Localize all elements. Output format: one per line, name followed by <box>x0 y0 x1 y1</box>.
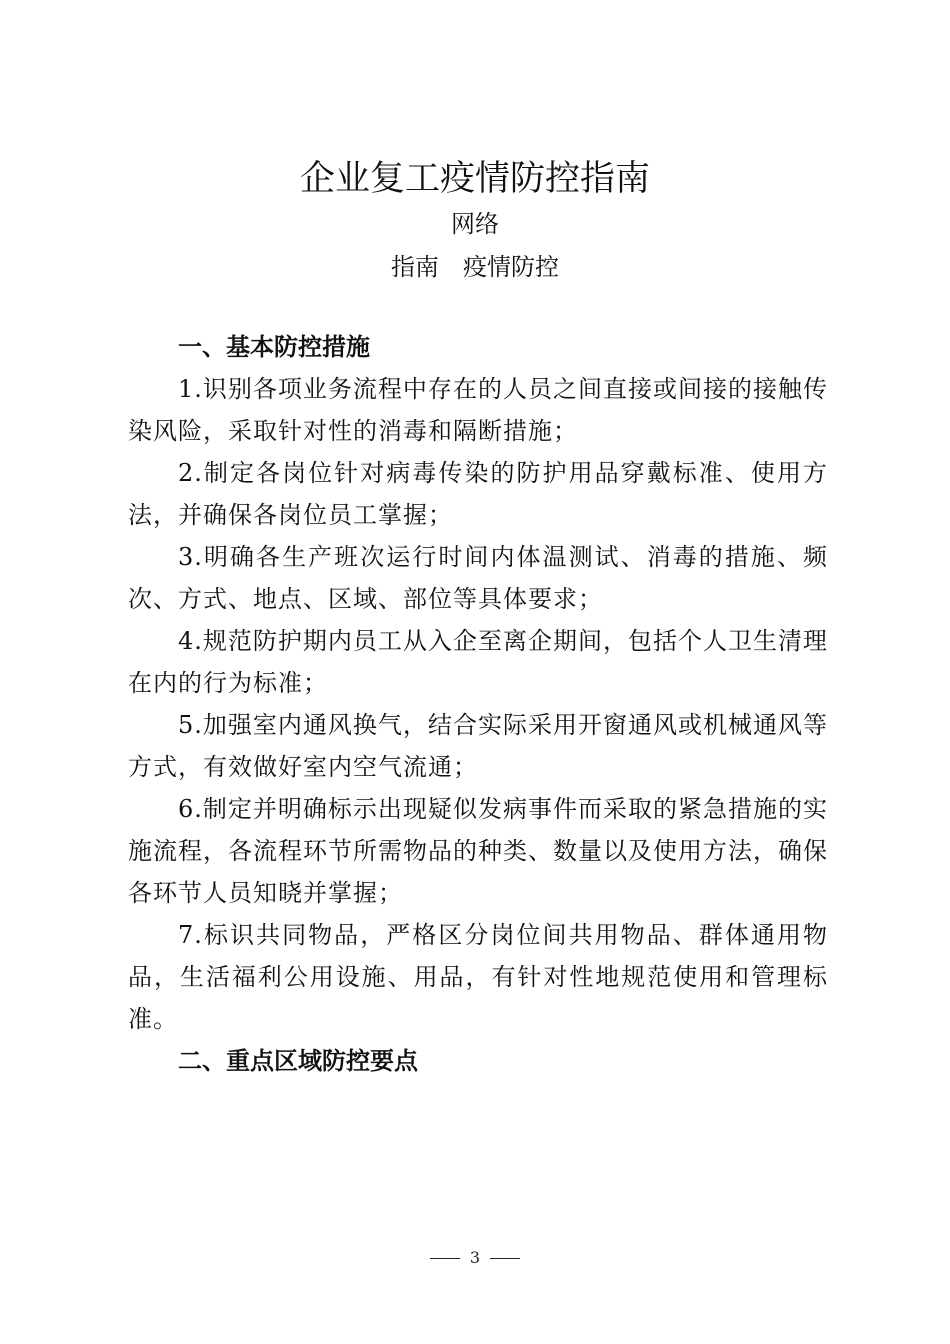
footer-dash-right <box>490 1258 520 1259</box>
section-heading-1: 一、基本防控措施 <box>178 332 370 361</box>
document-title: 企业复工疫情防控指南 <box>299 159 650 199</box>
list-item: 7.标识共同物品，严格区分岗位间共用物品、群体通用物品，生活福利公用设施、用品，有针对性地规范使用和管理标准。 <box>128 921 828 1033</box>
footer-dash-left <box>430 1258 460 1259</box>
keyword: 指南 <box>391 253 439 281</box>
document-body <box>128 326 828 1082</box>
list-item: 3.明确各生产班次运行时间内体温测试、消毒的措施、频次、方式、地点、区域、部位等具体要求； <box>128 543 828 613</box>
list-item: 2.制定各岗位针对病毒传染的防护用品穿戴标准、使用方法，并确保各岗位员工掌握； <box>128 459 828 529</box>
list-item: 5.加强室内通风换气，结合实际采用开窗通风或机械通风等方式，有效做好室内空气流通； <box>128 711 828 781</box>
page-number: 3 <box>469 1248 481 1267</box>
list-item: 6.制定并明确标示出现疑似发病事件而采取的紧急措施的实施流程，各流程环节所需物品的种类、数量以及使用方法，确保各环节人员知晓并掌握； <box>128 795 828 907</box>
keyword: 疫情防控 <box>463 253 559 281</box>
section-heading-2: 二、重点区域防控要点 <box>178 1046 418 1075</box>
document-author: 网络 <box>451 210 499 238</box>
page-footer <box>0 1248 950 1267</box>
document-keywords <box>0 251 950 283</box>
list-item: 4.规范防护期内员工从入企至离企期间，包括个人卫生清理在内的行为标准； <box>128 627 828 697</box>
list-item: 1.识别各项业务流程中存在的人员之间直接或间接的接触传染风险，采取针对性的消毒和隔断措施； <box>128 375 828 445</box>
